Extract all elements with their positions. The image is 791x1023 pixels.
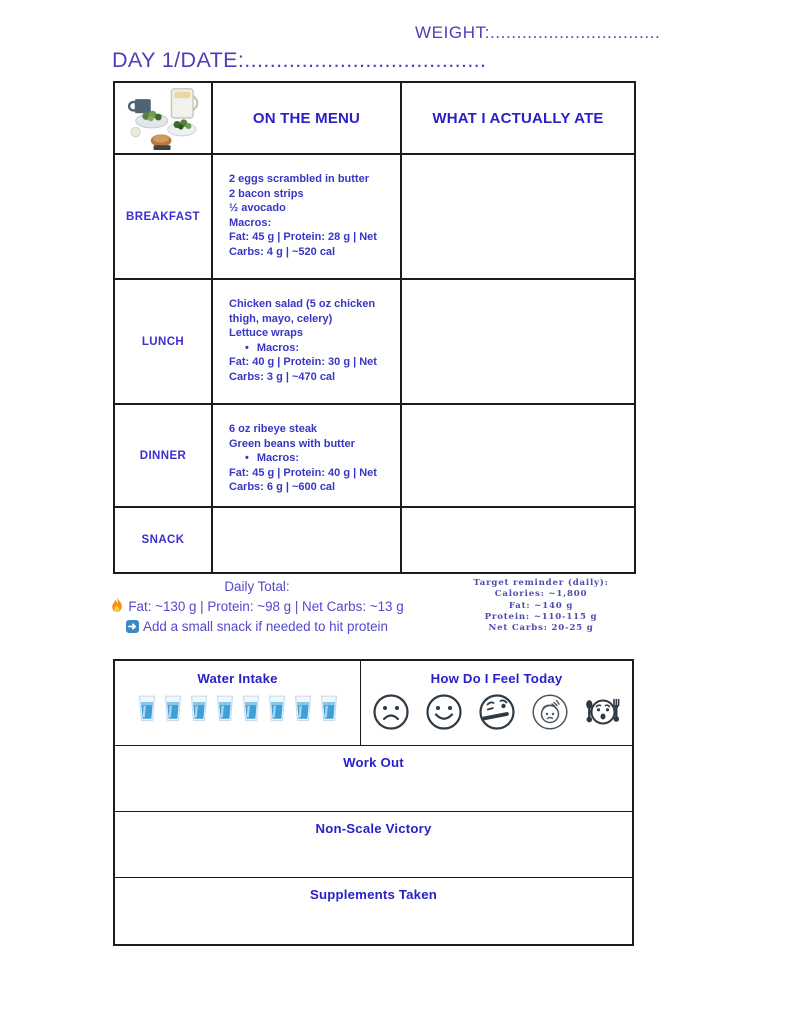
ate-cell-snack[interactable]: [402, 508, 634, 572]
sad-face-icon[interactable]: [371, 692, 411, 732]
menu-line: 2 eggs scrambled in butter: [229, 173, 369, 185]
tracker-section-title: Work Out: [343, 755, 404, 770]
daily-total-tip: Add a small snack if needed to hit protein: [101, 618, 413, 639]
sick-face-icon[interactable]: [477, 692, 517, 732]
water-glasses: [115, 695, 360, 722]
menu-line: Fat: 45 g | Protein: 28 g | Net Carbs: 4 g | ~520 cal: [229, 231, 377, 258]
water-intake-cell: [115, 661, 361, 745]
water-intake-title: Water Intake: [197, 671, 278, 686]
daily-tracker-table: [113, 659, 634, 946]
menu-line: Macros:: [229, 216, 272, 229]
target-reminder-title: Target reminder (daily):: [473, 578, 609, 588]
column-header-on-the-menu: ON THE MENU: [213, 83, 402, 155]
menu-cell-snack[interactable]: [213, 508, 402, 572]
water-glass-icon[interactable]: [215, 695, 235, 722]
menu-line: Chicken salad (5 oz chicken thigh, mayo, celery): [229, 298, 376, 325]
ate-cell-lunch[interactable]: [402, 280, 634, 405]
ate-cell-dinner[interactable]: [402, 405, 634, 508]
tracker-section-title: Non-Scale Victory: [315, 821, 432, 836]
menu-cell-lunch: [213, 280, 402, 405]
tracker-section-row[interactable]: [115, 878, 632, 944]
meal-table: [113, 81, 636, 574]
day-date-field[interactable]: DAY 1/DATE:......................................: [112, 48, 487, 72]
target-reminder-line: Net Carbs: 20-25 g: [488, 623, 594, 634]
target-reminder-line: Calories: ~1,800: [494, 589, 588, 600]
daily-total-block: [101, 578, 413, 639]
menu-cell-breakfast: [213, 155, 402, 280]
feelings-cell: [361, 661, 632, 745]
water-glass-icon[interactable]: [189, 695, 209, 722]
fire-icon: [110, 597, 124, 619]
tracker-section-row[interactable]: [115, 812, 632, 878]
water-glass-icon[interactable]: [319, 695, 339, 722]
feelings-icons: [361, 692, 632, 732]
menu-line: Fat: 45 g | Protein: 40 g | Net Carbs: 6 g | ~600 cal: [229, 466, 377, 494]
meal-label-breakfast: BREAKFAST: [115, 155, 213, 280]
ate-cell-breakfast[interactable]: [402, 155, 634, 280]
menu-line: Fat: 40 g | Protein: 30 g | Net Carbs: 3 g | ~470 cal: [229, 356, 377, 383]
food-photo: [115, 83, 213, 155]
daily-total-macros: Fat: ~130 g | Protein: ~98 g | Net Carbs: ~13 g: [101, 597, 413, 619]
menu-line: • Macros:: [229, 451, 390, 466]
water-glass-icon[interactable]: [267, 695, 287, 722]
hungry-face-icon[interactable]: [583, 692, 623, 732]
feelings-title: How Do I Feel Today: [430, 671, 563, 686]
weight-field[interactable]: WEIGHT:................................: [415, 23, 661, 42]
menu-line: • Macros:: [229, 341, 390, 356]
menu-cell-dinner: [213, 405, 402, 508]
water-glass-icon[interactable]: [137, 695, 157, 722]
daily-total-title: Daily Total:: [224, 579, 290, 594]
meal-label-lunch: LUNCH: [115, 280, 213, 405]
water-glass-icon[interactable]: [241, 695, 261, 722]
menu-line: 2 bacon strips: [229, 187, 304, 200]
menu-line: Lettuce wraps: [229, 327, 303, 340]
tracker-section-row[interactable]: [115, 746, 632, 812]
target-reminder-block: [448, 578, 634, 634]
menu-line: Green beans with butter: [229, 437, 355, 450]
water-glass-icon[interactable]: [163, 695, 183, 722]
tracker-section-title: Supplements Taken: [310, 887, 437, 902]
menu-line: ½ avocado: [229, 202, 286, 215]
right-arrow-icon: [126, 620, 139, 639]
meal-label-dinner: DINNER: [115, 405, 213, 508]
food-photo-illustration: [119, 86, 207, 150]
water-glass-icon[interactable]: [293, 695, 313, 722]
smiley-face-icon[interactable]: [424, 692, 464, 732]
meal-label-snack: SNACK: [115, 508, 213, 572]
column-header-what-i-ate: WHAT I ACTUALLY ATE: [402, 83, 634, 155]
target-reminder-line: Protein: ~110-115 g: [484, 611, 598, 622]
menu-line: 6 oz ribeye steak: [229, 423, 318, 435]
headache-face-icon[interactable]: [530, 692, 570, 732]
target-reminder-line: Fat: ~140 g: [508, 600, 574, 611]
